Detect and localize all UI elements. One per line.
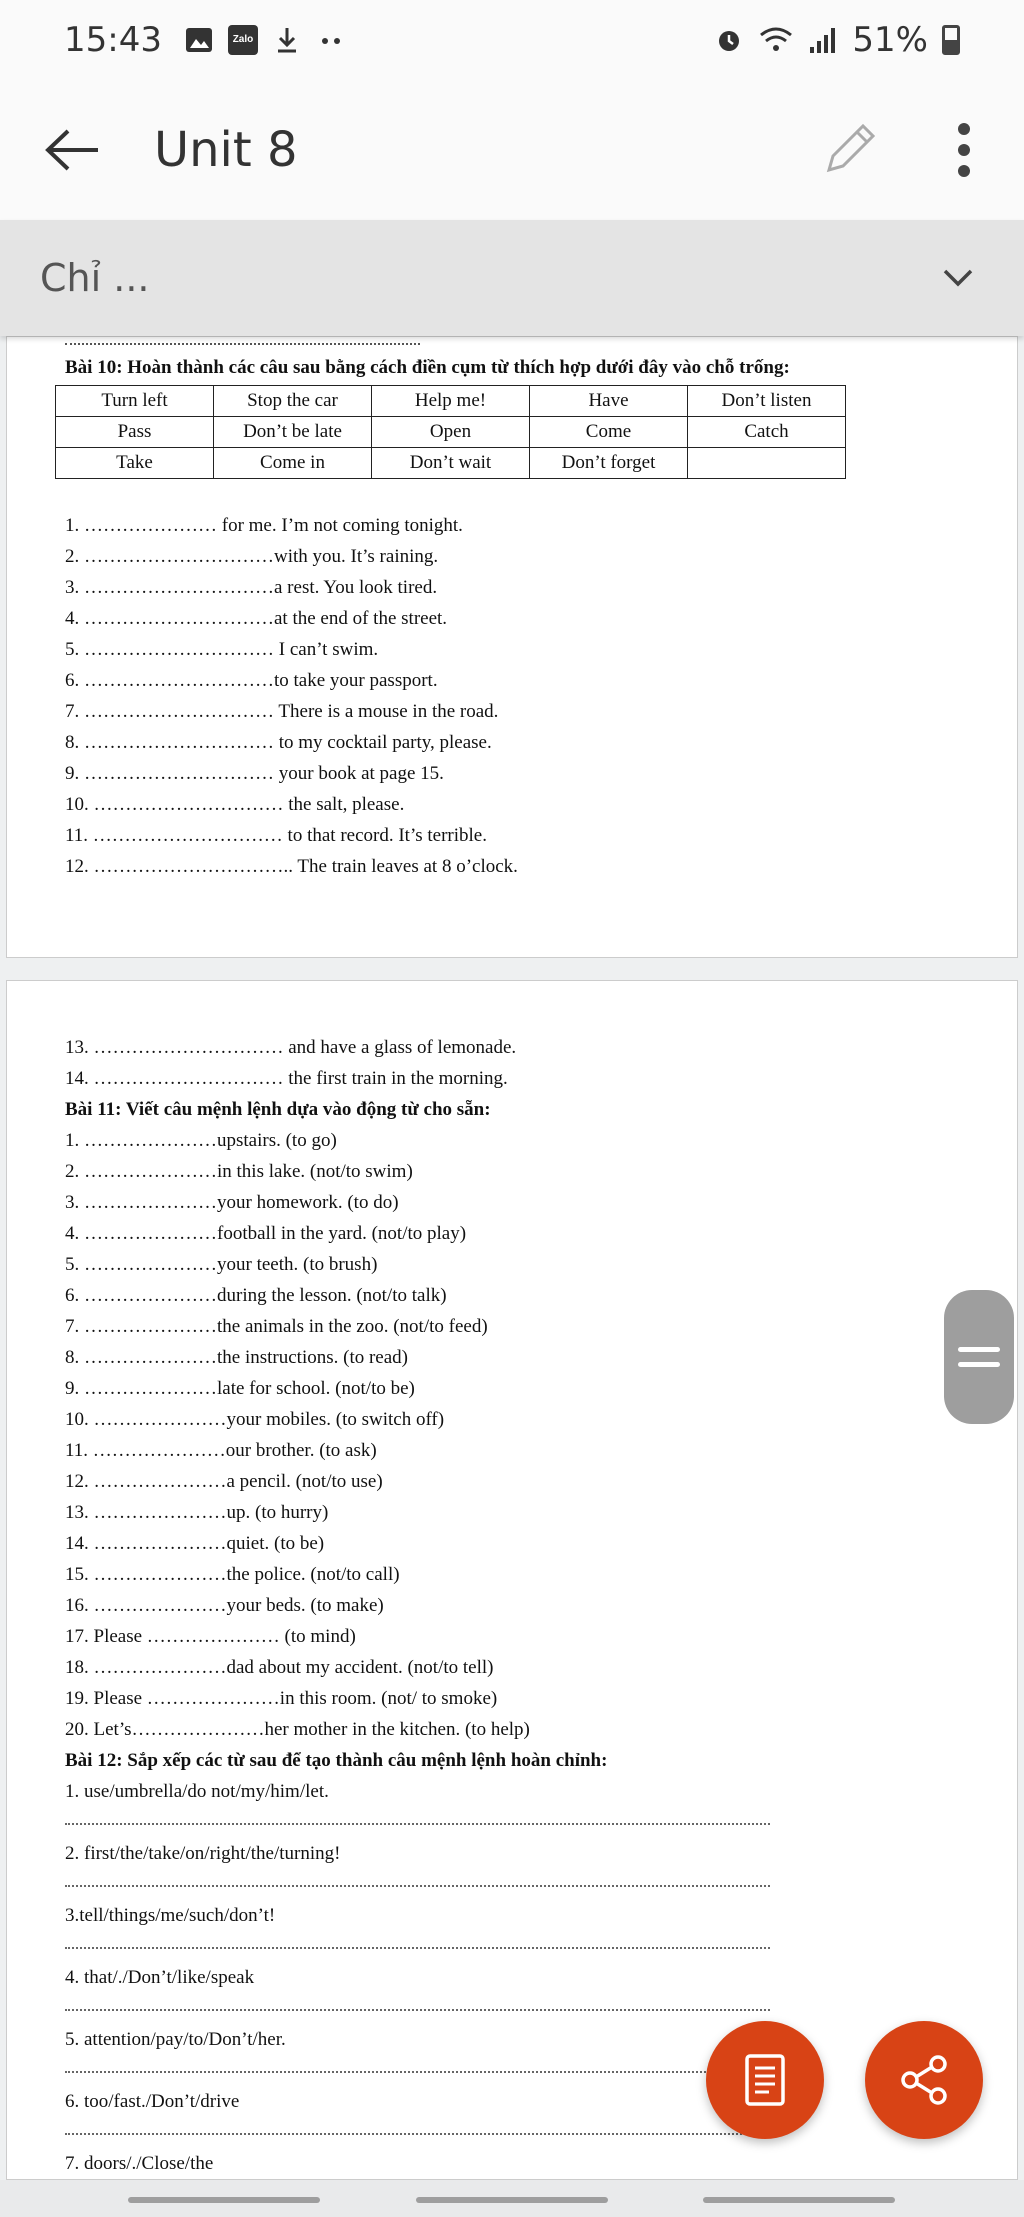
alarm-icon [714,25,744,55]
list-item: 10. ………………………… the salt, please. [65,794,405,815]
table-cell: Don’t listen [688,386,846,417]
answer-line [65,2133,770,2135]
notification-icons [184,25,346,55]
share-icon [896,2052,952,2108]
list-item: 12. ………………………….. The train leaves at 8 o’clock. [65,856,518,877]
table-cell: Turn left [56,386,214,417]
list-item: 14. ………………………… the first train in the morning. [65,1068,508,1089]
zalo-icon: Zalo [228,25,258,55]
page-title: Unit 8 [154,122,298,178]
answer-line [65,1885,770,1887]
notes-button[interactable] [706,2021,824,2139]
table-cell: Help me! [372,386,530,417]
list-item: 20. Let’s…………………her mother in the kitchen. (to help) [65,1719,530,1740]
list-item: 4. …………………football in the yard. (not/to play) [65,1223,467,1244]
table-cell: Catch [688,417,846,448]
table-row [56,386,846,417]
system-nav-bar [0,2180,1024,2217]
pencil-icon [819,120,879,180]
list-item: 8. ………………………… to my cocktail party, please. [65,732,492,753]
table-cell: Come in [214,448,372,479]
list-item: 5. ………………………… I can’t swim. [65,639,379,660]
answer-line [65,2009,770,2011]
word-table [55,385,846,479]
more-options-button[interactable] [944,115,984,185]
list-item: 10. …………………your mobiles. (to switch off) [65,1409,445,1430]
download-icon [272,25,302,55]
table-row [56,448,846,479]
exercise-12-heading: Bài 12: Sắp xếp các từ sau để tạo thành câu mệnh lệnh hoàn chỉnh: [65,1750,608,1771]
list-item: 11. …………………our brother. (to ask) [65,1440,377,1461]
gallery-icon [184,25,214,55]
document-page-2 [6,980,1018,2180]
grip-line [958,1362,1000,1367]
table-cell: Don’t be late [214,417,372,448]
chevron-down-icon [942,268,974,288]
document-page-1 [6,336,1018,958]
exercise-11-heading: Bài 11: Viết câu mệnh lệnh dựa vào động từ cho sẵn: [65,1099,491,1120]
more-vert-icon [957,122,971,178]
answer-line [65,2071,770,2073]
list-item: 1. …………………upstairs. (to go) [65,1130,337,1151]
wifi-icon [758,25,794,55]
list-item: 12. …………………a pencil. (not/to use) [65,1471,383,1492]
edit-button[interactable] [814,115,884,185]
status-time: 15:43 [64,20,162,60]
nav-home-button[interactable] [416,2197,608,2203]
table-cell: Don’t forget [530,448,688,479]
table-cell: Pass [56,417,214,448]
answer-line [65,1823,770,1825]
more-dots-icon [316,25,346,55]
nav-back-button[interactable] [703,2197,895,2203]
system-icons [714,20,960,60]
status-bar [0,0,1024,80]
list-item: 5. …………………your teeth. (to brush) [65,1254,378,1275]
list-item: 7. doors/./Close/the [65,2153,214,2174]
list-item: 9. …………………late for school. (not/to be) [65,1378,415,1399]
battery-icon [942,25,960,55]
list-item: 6. too/fast./Don’t/drive [65,2091,240,2112]
list-item: 6. …………………during the lesson. (not/to talk) [65,1285,447,1306]
list-item: 3. …………………………a rest. You look tired. [65,577,438,598]
list-item: 2. …………………in this lake. (not/to swim) [65,1161,413,1182]
nav-recents-button[interactable] [128,2197,320,2203]
table-row [56,417,846,448]
table-cell [688,448,846,479]
share-button[interactable] [865,2021,983,2139]
table-cell: Don’t wait [372,448,530,479]
list-item: 15. …………………the police. (not/to call) [65,1564,400,1585]
app-bar [0,80,1024,220]
list-item: 17. Please ………………… (to mind) [65,1626,356,1647]
list-item: 16. …………………your beds. (to make) [65,1595,384,1616]
table-cell: Open [372,417,530,448]
list-item: 4. …………………………at the end of the street. [65,608,448,629]
list-item: 7. ………………………… There is a mouse in the road. [65,701,499,722]
page-top-dotted-line [65,343,420,345]
list-item: 18. …………………dad about my accident. (not/to tell) [65,1657,494,1678]
list-item: 1. ………………… for me. I’m not coming tonight. [65,515,463,536]
battery-percent: 51% [852,20,928,60]
list-item: 13. ………………………… and have a glass of lemonade. [65,1037,517,1058]
back-button[interactable] [40,118,104,182]
fast-scroll-handle[interactable] [944,1290,1014,1424]
arrow-left-icon [44,128,100,172]
sheet-label: Chỉ ... [40,256,150,300]
list-item: 2. first/the/take/on/right/the/turning! [65,1843,341,1864]
table-cell: Take [56,448,214,479]
list-item: 13. …………………up. (to hurry) [65,1502,329,1523]
list-item: 19. Please …………………in this room. (not/ to smoke) [65,1688,498,1709]
table-cell: Have [530,386,688,417]
exercise-10-heading: Bài 10: Hoàn thành các câu sau bằng cách điền cụm từ thích hợp dưới đây vào chỗ trống: [65,357,790,378]
list-item: 3.tell/things/me/such/don’t! [65,1905,276,1926]
grip-line [958,1347,1000,1352]
list-item: 14. …………………quiet. (to be) [65,1533,325,1554]
list-item: 7. …………………the animals in the zoo. (not/to feed) [65,1316,488,1337]
list-item: 9. ………………………… your book at page 15. [65,763,444,784]
list-item: 6. …………………………to take your passport. [65,670,438,691]
table-cell: Stop the car [214,386,372,417]
signal-icon [808,25,838,55]
list-item: 3. …………………your homework. (to do) [65,1192,399,1213]
list-item: 11. ………………………… to that record. It’s terrible. [65,825,487,846]
list-item: 4. that/./Don’t/like/speak [65,1967,255,1988]
table-cell: Come [530,417,688,448]
document-icon [743,2053,787,2107]
list-item: 5. attention/pay/to/Don’t/her. [65,2029,286,2050]
list-item: 1. use/umbrella/do not/my/him/let. [65,1781,329,1802]
sheet-selector[interactable] [0,220,1024,336]
answer-line [65,1947,770,1949]
list-item: 8. …………………the instructions. (to read) [65,1347,409,1368]
list-item: 2. …………………………with you. It’s raining. [65,546,439,567]
